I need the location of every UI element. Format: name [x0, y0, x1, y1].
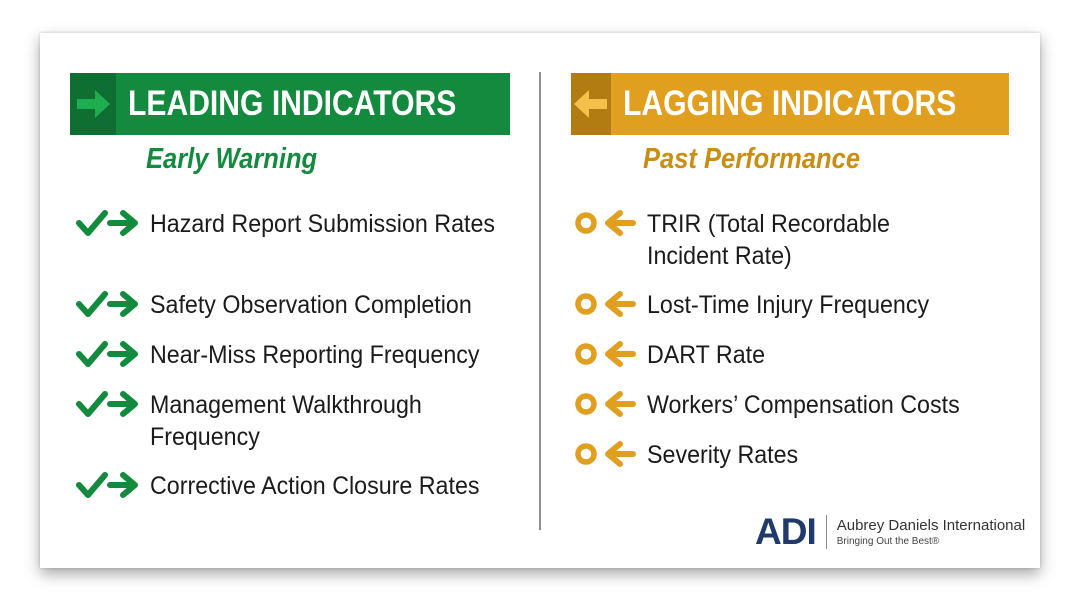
- leading-item: [76, 470, 530, 502]
- leading-item-text: Safety Observation Completion: [150, 291, 472, 319]
- check-arrow-right-icon: [76, 389, 142, 419]
- arrow-left-icon: [571, 73, 611, 135]
- circle-arrow-left-icon: [573, 289, 639, 319]
- leading-item-text: Near-Miss Reporting Frequency: [150, 341, 480, 369]
- adi-logo: [755, 511, 1025, 553]
- logo-company-name: Aubrey Daniels International: [836, 516, 1026, 534]
- lagging-item-text: Severity Rates: [647, 441, 799, 469]
- logo-separator: [826, 515, 827, 549]
- check-arrow-right-icon: [76, 339, 142, 369]
- leading-item: [76, 339, 530, 371]
- lagging-item-text: Workers’ Compensation Costs: [647, 391, 960, 419]
- leading-item: [76, 389, 450, 453]
- leading-item-text: Corrective Action Closure Rates: [150, 472, 480, 500]
- lagging-item-text: DART Rate: [647, 341, 766, 369]
- arrow-right-icon: [70, 73, 116, 135]
- lagging-item-text: Lost-Time Injury Frequency: [647, 291, 930, 319]
- leading-title: LEADING INDICATORS: [128, 84, 457, 123]
- check-arrow-right-icon: [76, 289, 142, 319]
- lagging-item: [573, 389, 1027, 421]
- lagging-title: LAGGING INDICATORS: [623, 84, 957, 123]
- leading-item-text: Management Walkthrough Frequency: [150, 391, 422, 451]
- circle-arrow-left-icon: [573, 339, 639, 369]
- circle-arrow-left-icon: [573, 439, 639, 469]
- lagging-item-text: TRIR (Total Recordable Incident Rate): [647, 210, 890, 270]
- check-arrow-right-icon: [76, 208, 142, 238]
- leading-item: [76, 289, 530, 321]
- logo-mark: ADI: [755, 511, 816, 552]
- lagging-banner: [571, 73, 1009, 135]
- logo-tagline: Bringing Out the Best®: [836, 535, 940, 547]
- leading-banner: [70, 73, 510, 135]
- leading-item-text: Hazard Report Submission Rates: [150, 210, 496, 238]
- lagging-subtitle: Past Performance: [643, 143, 861, 175]
- leading-item: [76, 208, 530, 240]
- column-divider: [539, 72, 541, 530]
- leading-subtitle: Early Warning: [146, 143, 318, 175]
- lagging-item: [573, 439, 1027, 471]
- circle-arrow-left-icon: [573, 389, 639, 419]
- lagging-item: [573, 339, 1027, 371]
- lagging-item: [573, 208, 947, 272]
- check-arrow-right-icon: [76, 470, 142, 500]
- circle-arrow-left-icon: [573, 208, 639, 238]
- lagging-item: [573, 289, 1027, 321]
